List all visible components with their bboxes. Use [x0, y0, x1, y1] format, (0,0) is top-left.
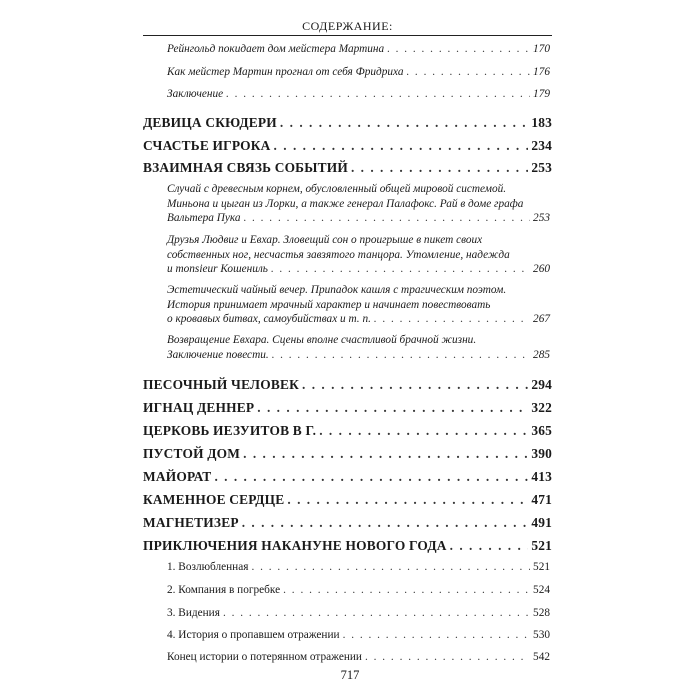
leader-dots	[280, 115, 528, 131]
toc-main-page: 183	[531, 115, 552, 130]
summary-page: 253	[533, 212, 550, 224]
summary-page: 260	[533, 263, 550, 275]
chapter-summary	[167, 333, 550, 362]
toc-sub-entry	[167, 607, 550, 619]
summary-line: Случай с древесным корнем, обусловленный общей мировой системой.	[167, 183, 507, 195]
leader-dots	[274, 138, 529, 154]
summary-line: Друзья Людвиг и Евхар. Зловещий сон о проигрыше в пикет своих	[167, 234, 483, 246]
toc-entry-page: 176	[533, 66, 550, 78]
summary-line: Эстетический чайный вечер. Припадок кашля с трагическим поэтом.	[167, 284, 507, 296]
leader-dots	[251, 561, 530, 573]
toc-main-page: 491	[531, 515, 552, 530]
leader-dots	[407, 66, 531, 78]
toc-sub-page: 542	[533, 651, 550, 663]
toc-main-page: 294	[531, 377, 552, 392]
leader-dots	[271, 262, 530, 277]
summary-last-line	[167, 262, 550, 277]
toc-main-page: 471	[531, 492, 552, 507]
toc-main-entry	[143, 538, 552, 554]
leader-dots	[283, 584, 530, 596]
summary-last-line	[167, 312, 550, 327]
toc-main-entry	[143, 469, 552, 485]
toc-main-title: ЦЕРКОВЬ ИЕЗУИТОВ В Г.	[143, 423, 317, 438]
toc-main-title: МАГНЕТИЗЕР	[143, 515, 239, 530]
toc-entry-page: 179	[533, 88, 550, 100]
page-number: 717	[340, 668, 360, 682]
toc-sub-title: 3. Видения	[167, 607, 220, 619]
toc-main-entry	[143, 515, 552, 531]
leader-dots	[287, 492, 528, 508]
toc-sub-title: Конец истории о потерянном отражении	[167, 651, 362, 663]
toc-main-page: 253	[531, 160, 552, 175]
toc-main-page: 322	[531, 400, 552, 415]
leader-dots	[243, 446, 528, 462]
leader-dots	[319, 423, 528, 439]
toc-main-page: 365	[531, 423, 552, 438]
leader-dots	[387, 43, 530, 55]
toc-main-entry	[143, 138, 552, 154]
chapter-summary	[167, 283, 550, 327]
leader-dots	[374, 312, 530, 327]
chapter-summary	[167, 182, 550, 226]
toc-sub-entry	[167, 651, 550, 663]
toc-main-entry	[143, 492, 552, 508]
toc-entry	[167, 88, 550, 100]
toc-sub-entry	[167, 584, 550, 596]
leader-dots	[223, 607, 530, 619]
summary-page: 267	[533, 313, 550, 325]
summary-line: о кровавых битвах, самоубийствах и т. п.	[167, 313, 371, 325]
summary-line: собственных ног, несчастья завзятого танцора. Утомление, надежда	[167, 248, 510, 261]
summary-line: Заключение повести.	[167, 348, 269, 361]
toc-sub-entry	[167, 561, 550, 573]
toc-entry-page: 170	[533, 43, 550, 55]
leader-dots	[343, 629, 530, 641]
leader-dots	[365, 651, 530, 663]
toc-sub-title: 1. Возлюбленная	[167, 561, 249, 573]
summary-line: Миньона и цыган из Лорки, а также генерал Палафокс. Рай в доме графа	[167, 197, 524, 210]
toc-entry-title: Заключение	[167, 88, 224, 100]
toc-entry-title: Как мейстер Мартин прогнал от себя Фридриха	[167, 66, 404, 78]
toc-sub-page: 521	[533, 561, 550, 573]
toc-main-title: СЧАСТЬЕ ИГРОКА	[143, 138, 271, 153]
summary-line: и monsieur Кошениль	[167, 263, 268, 275]
toc-main-page: 234	[531, 138, 552, 153]
toc-main-title: ПРИКЛЮЧЕНИЯ НАКАНУНЕ НОВОГО ГОДА	[143, 538, 447, 553]
summary-last-line	[167, 211, 550, 226]
summary-line: Возвращение Евхара. Сцены вполне счастливой брачной жизни.	[167, 334, 477, 346]
toc-main-entry	[143, 115, 552, 131]
leader-dots	[226, 88, 530, 100]
toc-main-title: ВЗАИМНАЯ СВЯЗЬ СОБЫТИЙ	[143, 160, 348, 175]
leader-dots	[450, 538, 529, 554]
toc-main-title: МАЙОРАТ	[143, 469, 212, 484]
toc-sub-page: 530	[533, 629, 550, 641]
toc-main-entry	[143, 400, 552, 416]
leader-dots	[214, 469, 528, 485]
leader-dots	[302, 377, 528, 393]
leader-dots	[242, 515, 529, 531]
toc-sub-entry	[167, 629, 550, 641]
leader-dots	[272, 348, 530, 363]
summary-line: История принимает мрачный характер и начинает повествовать	[167, 298, 491, 311]
leader-dots	[244, 211, 530, 226]
toc-sub-title: 2. Компания в погребке	[167, 584, 281, 596]
toc-main-page: 521	[531, 538, 552, 553]
running-header: СОДЕРЖАНИЕ:	[302, 19, 393, 33]
toc-main-title: ИГНАЦ ДЕННЕР	[143, 400, 255, 415]
summary-line: Вальтера Пука	[167, 212, 241, 224]
toc-entry	[167, 43, 550, 55]
chapter-summary	[167, 233, 550, 277]
toc-sub-title: 4. История о пропавшем отражении	[167, 629, 340, 641]
leader-dots	[257, 400, 528, 416]
toc-main-entry	[143, 160, 552, 176]
toc-entry	[167, 66, 550, 78]
leader-dots	[351, 160, 528, 176]
header-rule	[143, 35, 552, 36]
toc-main-title: ДЕВИЦА СКЮДЕРИ	[143, 115, 277, 130]
toc-sub-page: 528	[533, 607, 550, 619]
toc-main-entry	[143, 446, 552, 462]
toc-main-title: КАМЕННОЕ СЕРДЦЕ	[143, 492, 285, 507]
toc-main-entry	[143, 423, 552, 439]
summary-page: 285	[533, 348, 550, 361]
toc-main-entry	[143, 377, 552, 393]
summary-last-line	[167, 348, 550, 363]
toc-sub-page: 524	[533, 584, 550, 596]
toc-main-page: 390	[531, 446, 552, 461]
toc-main-title: ПЕСОЧНЫЙ ЧЕЛОВЕК	[143, 377, 300, 392]
toc-main-page: 413	[531, 469, 552, 484]
toc-main-title: ПУСТОЙ ДОМ	[143, 446, 241, 461]
toc-entry-title: Рейнгольд покидает дом мейстера Мартина	[167, 43, 385, 55]
